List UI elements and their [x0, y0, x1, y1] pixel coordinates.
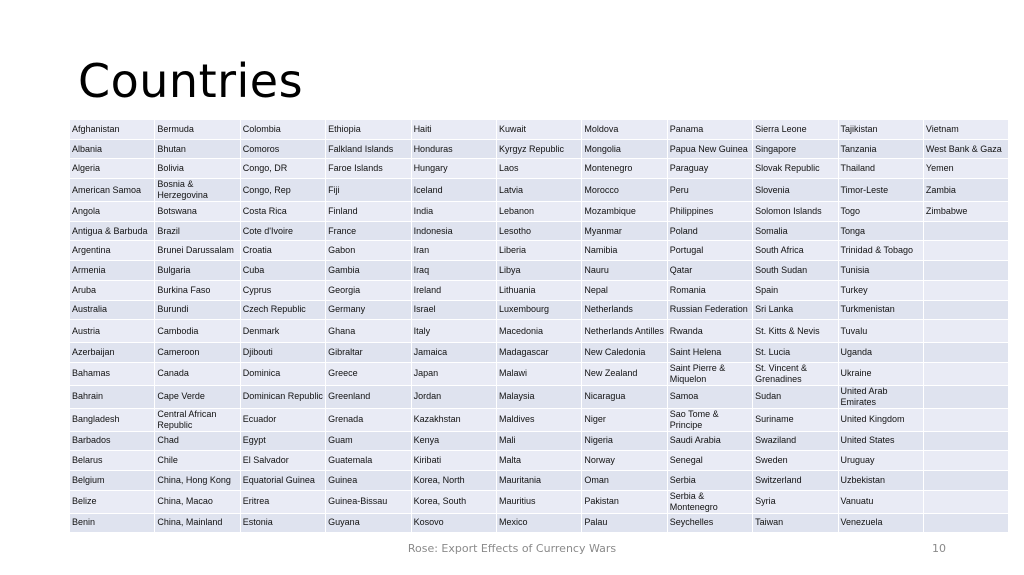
table-cell: Namibia	[582, 241, 667, 261]
table-cell: Chad	[155, 431, 240, 451]
table-cell: Ghana	[326, 320, 411, 343]
table-row	[70, 241, 1009, 261]
table-cell: Saint Pierre & Miquelon	[667, 362, 752, 385]
table-cell: Rwanda	[667, 320, 752, 343]
table-cell: Bosnia & Herzegovina	[155, 179, 240, 202]
table-cell: Falkland Islands	[326, 139, 411, 159]
table-cell: Palau	[582, 513, 667, 533]
table-cell: Sudan	[753, 385, 838, 408]
table-cell: Pakistan	[582, 490, 667, 513]
table-cell: Austria	[70, 320, 155, 343]
table-cell: Italy	[411, 320, 496, 343]
table-cell: Guinea-Bissau	[326, 490, 411, 513]
table-cell: Albania	[70, 139, 155, 159]
table-cell: Turkey	[838, 280, 923, 300]
table-cell: Malta	[496, 451, 581, 471]
table-cell: Barbados	[70, 431, 155, 451]
table-cell: Nepal	[582, 280, 667, 300]
table-cell: Netherlands Antilles	[582, 320, 667, 343]
table-cell: Panama	[667, 120, 752, 140]
table-cell: Guam	[326, 431, 411, 451]
table-cell: Oman	[582, 470, 667, 490]
table-cell: Congo, DR	[240, 159, 325, 179]
table-cell: Slovenia	[753, 179, 838, 202]
table-cell: Cambodia	[155, 320, 240, 343]
table-cell	[923, 451, 1008, 471]
table-cell: Thailand	[838, 159, 923, 179]
table-cell: Costa Rica	[240, 202, 325, 222]
table-cell: Japan	[411, 362, 496, 385]
table-cell: St. Vincent & Grenadines	[753, 362, 838, 385]
table-cell: Indonesia	[411, 221, 496, 241]
table-cell: Tunisia	[838, 261, 923, 281]
table-cell: Malawi	[496, 362, 581, 385]
table-cell	[923, 280, 1008, 300]
table-cell: Kyrgyz Republic	[496, 139, 581, 159]
table-cell: Bhutan	[155, 139, 240, 159]
table-cell: Hungary	[411, 159, 496, 179]
table-cell: Greenland	[326, 385, 411, 408]
table-cell: Nigeria	[582, 431, 667, 451]
table-cell: Afghanistan	[70, 120, 155, 140]
table-cell: Georgia	[326, 280, 411, 300]
table-cell: Lebanon	[496, 202, 581, 222]
table-cell: Serbia	[667, 470, 752, 490]
table-cell: Philippines	[667, 202, 752, 222]
table-cell: Nauru	[582, 261, 667, 281]
table-row	[70, 221, 1009, 241]
table-cell: Canada	[155, 362, 240, 385]
table-cell: Turkmenistan	[838, 300, 923, 320]
table-cell: Gambia	[326, 261, 411, 281]
table-cell: Mali	[496, 431, 581, 451]
table-row	[70, 179, 1009, 202]
table-cell: Russian Federation	[667, 300, 752, 320]
table-cell: Poland	[667, 221, 752, 241]
table-cell: Norway	[582, 451, 667, 471]
table-cell: Paraguay	[667, 159, 752, 179]
table-cell: Sierra Leone	[753, 120, 838, 140]
table-cell	[923, 300, 1008, 320]
table-cell: Azerbaijan	[70, 342, 155, 362]
table-cell: Belarus	[70, 451, 155, 471]
table-cell: Lesotho	[496, 221, 581, 241]
table-cell: Papua New Guinea	[667, 139, 752, 159]
table-cell: Venezuela	[838, 513, 923, 533]
table-cell: Bolivia	[155, 159, 240, 179]
table-cell: India	[411, 202, 496, 222]
table-cell: United States	[838, 431, 923, 451]
table-cell: Iraq	[411, 261, 496, 281]
table-cell: Congo, Rep	[240, 179, 325, 202]
table-cell: Sao Tome & Principe	[667, 408, 752, 431]
table-cell: Niger	[582, 408, 667, 431]
table-cell: Guyana	[326, 513, 411, 533]
table-cell: West Bank & Gaza	[923, 139, 1008, 159]
table-cell: Malaysia	[496, 385, 581, 408]
table-cell: Sri Lanka	[753, 300, 838, 320]
table-cell	[923, 408, 1008, 431]
table-cell: Singapore	[753, 139, 838, 159]
table-row	[70, 408, 1009, 431]
table-cell: Spain	[753, 280, 838, 300]
table-cell: Grenada	[326, 408, 411, 431]
table-cell: Israel	[411, 300, 496, 320]
table-cell: Central African Republic	[155, 408, 240, 431]
table-cell: Germany	[326, 300, 411, 320]
table-cell: Haiti	[411, 120, 496, 140]
table-cell: Brazil	[155, 221, 240, 241]
table-cell	[923, 385, 1008, 408]
table-cell	[923, 241, 1008, 261]
table-cell	[923, 490, 1008, 513]
table-cell: China, Mainland	[155, 513, 240, 533]
table-cell	[923, 431, 1008, 451]
table-cell: South Africa	[753, 241, 838, 261]
table-cell: Egypt	[240, 431, 325, 451]
table-cell: Guatemala	[326, 451, 411, 471]
table-cell	[923, 261, 1008, 281]
table-cell: Cape Verde	[155, 385, 240, 408]
table-cell: Equatorial Guinea	[240, 470, 325, 490]
table-cell: Nicaragua	[582, 385, 667, 408]
table-cell: Tanzania	[838, 139, 923, 159]
table-cell: Iceland	[411, 179, 496, 202]
table-cell: Luxembourg	[496, 300, 581, 320]
table-cell: Morocco	[582, 179, 667, 202]
table-cell: Mozambique	[582, 202, 667, 222]
table-cell: Serbia & Montenegro	[667, 490, 752, 513]
table-cell: Botswana	[155, 202, 240, 222]
table-cell	[923, 221, 1008, 241]
table-cell: Libya	[496, 261, 581, 281]
table-cell: Dominican Republic	[240, 385, 325, 408]
table-cell: Gabon	[326, 241, 411, 261]
table-cell: Antigua & Barbuda	[70, 221, 155, 241]
table-row	[70, 451, 1009, 471]
table-cell: Gibraltar	[326, 342, 411, 362]
table-cell: Bangladesh	[70, 408, 155, 431]
table-cell: Fiji	[326, 179, 411, 202]
table-cell: Latvia	[496, 179, 581, 202]
table-cell: Somalia	[753, 221, 838, 241]
table-row	[70, 513, 1009, 533]
table-cell: St. Lucia	[753, 342, 838, 362]
table-cell: Mongolia	[582, 139, 667, 159]
table-cell: Armenia	[70, 261, 155, 281]
table-row	[70, 362, 1009, 385]
table-cell: Cyprus	[240, 280, 325, 300]
table-cell: Colombia	[240, 120, 325, 140]
table-cell: New Zealand	[582, 362, 667, 385]
table-cell: Zambia	[923, 179, 1008, 202]
page-number: 10	[932, 542, 946, 555]
table-cell: Netherlands	[582, 300, 667, 320]
table-cell	[923, 362, 1008, 385]
table-cell: Saudi Arabia	[667, 431, 752, 451]
table-cell: Mexico	[496, 513, 581, 533]
table-cell: Jamaica	[411, 342, 496, 362]
table-cell: Burundi	[155, 300, 240, 320]
table-cell: Guinea	[326, 470, 411, 490]
table-cell: Bahrain	[70, 385, 155, 408]
table-cell: Trinidad & Tobago	[838, 241, 923, 261]
table-cell: Vanuatu	[838, 490, 923, 513]
table-cell: China, Hong Kong	[155, 470, 240, 490]
table-row	[70, 159, 1009, 179]
table-cell: Zimbabwe	[923, 202, 1008, 222]
table-row	[70, 385, 1009, 408]
table-cell: Romania	[667, 280, 752, 300]
table-cell: Ireland	[411, 280, 496, 300]
table-row	[70, 120, 1009, 140]
table-cell: Uganda	[838, 342, 923, 362]
table-cell: Finland	[326, 202, 411, 222]
table-row	[70, 342, 1009, 362]
table-cell: Solomon Islands	[753, 202, 838, 222]
table-row	[70, 261, 1009, 281]
table-cell: Bulgaria	[155, 261, 240, 281]
table-cell: Kenya	[411, 431, 496, 451]
table-cell: Argentina	[70, 241, 155, 261]
table-cell: Korea, South	[411, 490, 496, 513]
table-cell: Aruba	[70, 280, 155, 300]
table-cell: Brunei Darussalam	[155, 241, 240, 261]
table-cell: Uzbekistan	[838, 470, 923, 490]
table-cell: St. Kitts & Nevis	[753, 320, 838, 343]
table-cell: Korea, North	[411, 470, 496, 490]
table-row	[70, 280, 1009, 300]
table-cell: Dominica	[240, 362, 325, 385]
table-cell: Samoa	[667, 385, 752, 408]
table-cell: Myanmar	[582, 221, 667, 241]
table-cell: Australia	[70, 300, 155, 320]
table-cell: Croatia	[240, 241, 325, 261]
table-cell: Kosovo	[411, 513, 496, 533]
table-cell: Ecuador	[240, 408, 325, 431]
table-cell: Suriname	[753, 408, 838, 431]
table-cell: Tuvalu	[838, 320, 923, 343]
table-cell: Honduras	[411, 139, 496, 159]
table-cell: South Sudan	[753, 261, 838, 281]
table-cell: Cuba	[240, 261, 325, 281]
table-cell: Kiribati	[411, 451, 496, 471]
table-cell: Czech Republic	[240, 300, 325, 320]
table-cell: Bermuda	[155, 120, 240, 140]
table-cell: Mauritania	[496, 470, 581, 490]
table-cell: Denmark	[240, 320, 325, 343]
table-cell: Senegal	[667, 451, 752, 471]
table-cell	[923, 470, 1008, 490]
table-cell: Macedonia	[496, 320, 581, 343]
table-cell	[923, 513, 1008, 533]
table-cell: Djibouti	[240, 342, 325, 362]
table-cell: Montenegro	[582, 159, 667, 179]
table-cell: Jordan	[411, 385, 496, 408]
table-cell: France	[326, 221, 411, 241]
table-cell: El Salvador	[240, 451, 325, 471]
table-cell: Slovak Republic	[753, 159, 838, 179]
table-cell: Cameroon	[155, 342, 240, 362]
table-cell: Tajikistan	[838, 120, 923, 140]
table-cell: Kuwait	[496, 120, 581, 140]
table-cell: Madagascar	[496, 342, 581, 362]
table-cell: Swaziland	[753, 431, 838, 451]
table-cell: Syria	[753, 490, 838, 513]
table-cell: Vietnam	[923, 120, 1008, 140]
table-cell: Yemen	[923, 159, 1008, 179]
countries-table-body	[70, 120, 1009, 533]
table-cell: Cote d'Ivoire	[240, 221, 325, 241]
table-cell: Uruguay	[838, 451, 923, 471]
table-cell: Sweden	[753, 451, 838, 471]
table-cell: Eritrea	[240, 490, 325, 513]
table-row	[70, 300, 1009, 320]
table-cell: Tonga	[838, 221, 923, 241]
table-cell: Portugal	[667, 241, 752, 261]
table-row	[70, 431, 1009, 451]
table-cell	[923, 342, 1008, 362]
table-cell: Taiwan	[753, 513, 838, 533]
table-cell: Lithuania	[496, 280, 581, 300]
table-cell: Kazakhstan	[411, 408, 496, 431]
table-cell: American Samoa	[70, 179, 155, 202]
table-cell: Bahamas	[70, 362, 155, 385]
table-row	[70, 490, 1009, 513]
table-cell: Estonia	[240, 513, 325, 533]
table-cell: Chile	[155, 451, 240, 471]
table-cell: Seychelles	[667, 513, 752, 533]
table-cell: Mauritius	[496, 490, 581, 513]
table-cell: Laos	[496, 159, 581, 179]
table-cell: Timor-Leste	[838, 179, 923, 202]
table-cell: Liberia	[496, 241, 581, 261]
table-row	[70, 320, 1009, 343]
table-row	[70, 470, 1009, 490]
table-cell: Iran	[411, 241, 496, 261]
table-cell: New Caledonia	[582, 342, 667, 362]
table-cell: Belize	[70, 490, 155, 513]
slide-footer: Rose: Export Effects of Currency Wars	[407, 542, 617, 555]
table-cell: Belgium	[70, 470, 155, 490]
table-cell: Algeria	[70, 159, 155, 179]
table-cell: Maldives	[496, 408, 581, 431]
table-cell: Qatar	[667, 261, 752, 281]
table-cell: Greece	[326, 362, 411, 385]
countries-table	[69, 119, 1009, 533]
table-cell: Moldova	[582, 120, 667, 140]
table-row	[70, 139, 1009, 159]
table-cell: Switzerland	[753, 470, 838, 490]
table-cell: Burkina Faso	[155, 280, 240, 300]
table-cell: China, Macao	[155, 490, 240, 513]
table-cell	[923, 320, 1008, 343]
table-cell: Saint Helena	[667, 342, 752, 362]
table-cell: Angola	[70, 202, 155, 222]
table-cell: Ukraine	[838, 362, 923, 385]
slide-title: Countries	[78, 54, 304, 108]
table-cell: Ethiopia	[326, 120, 411, 140]
table-cell: Benin	[70, 513, 155, 533]
table-cell: United Arab Emirates	[838, 385, 923, 408]
table-cell: Faroe Islands	[326, 159, 411, 179]
table-cell: Togo	[838, 202, 923, 222]
table-cell: Peru	[667, 179, 752, 202]
table-row	[70, 202, 1009, 222]
table-cell: United Kingdom	[838, 408, 923, 431]
table-cell: Comoros	[240, 139, 325, 159]
